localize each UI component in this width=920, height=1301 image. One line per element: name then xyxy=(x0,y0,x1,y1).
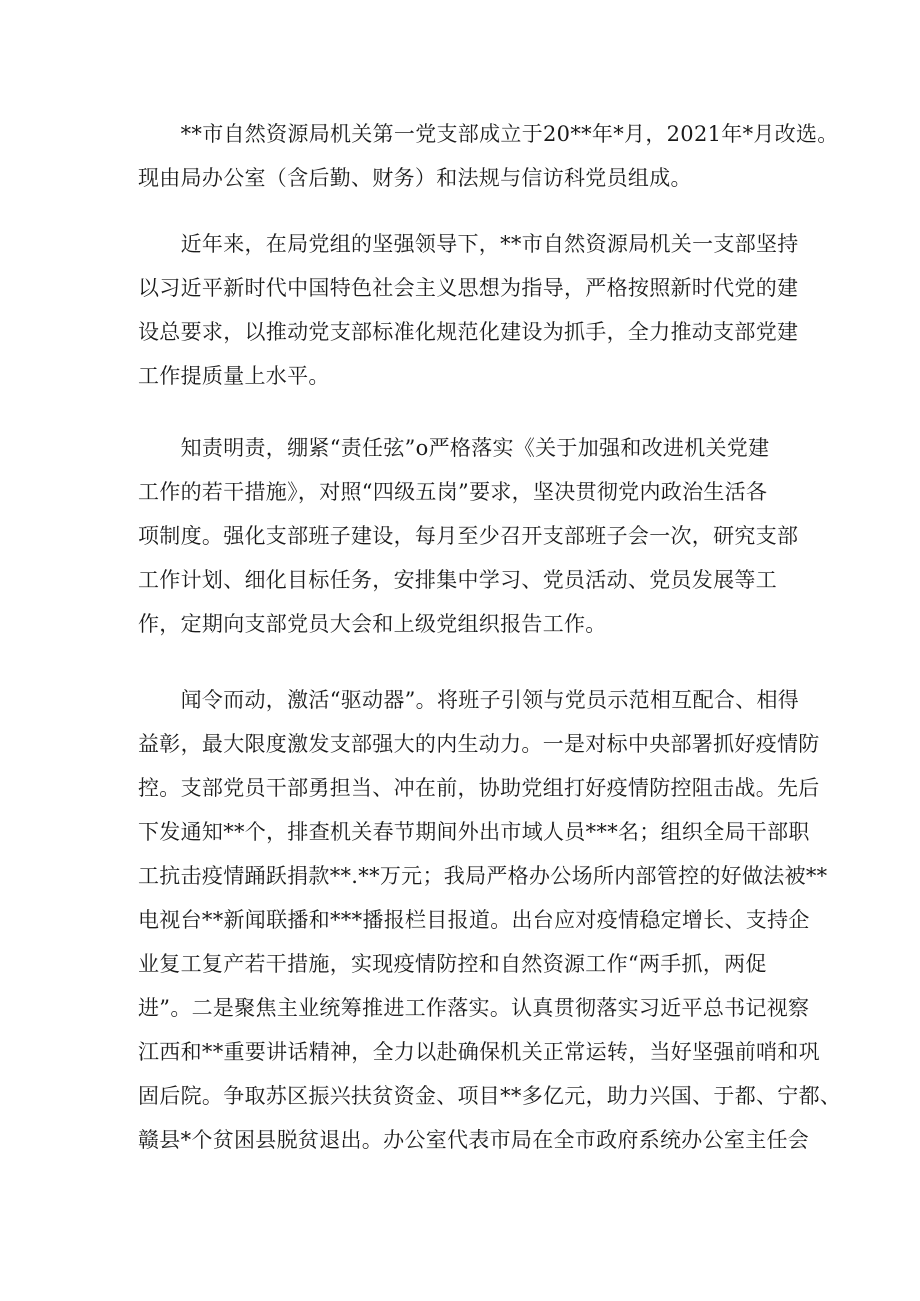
paragraph-3 xyxy=(138,426,798,646)
text-line: 赣县*个贫困县脱贫退出。办公室代表市局在全市政府系统办公室主任会 xyxy=(138,1128,810,1152)
paragraph-4 xyxy=(138,678,842,1162)
text-line: 现由局办公室（含后勤、财务）和法规与信访科党员组成。 xyxy=(138,166,692,190)
text-line: 电视台**新闻联播和***播报栏目报道。出台应对疫情稳定增长、支持企 xyxy=(138,908,810,932)
text-line: 作，定期向支部党员大会和上级党组织报告工作。 xyxy=(138,612,607,636)
text-line: 进”。二是聚焦主业统筹推进工作落实。认真贯彻落实习近平总书记视察 xyxy=(138,996,810,1020)
text-line: 知责明责，绷紧“责任弦”o严格落实《关于加强和改进机关党建 xyxy=(138,436,770,460)
text-line: 项制度。强化支部班子建设，每月至少召开支部班子会一次，研究支部 xyxy=(138,524,799,548)
text-line: 闻令而动，激活“驱动器”。将班子引领与党员示范相互配合、相得 xyxy=(138,688,800,712)
text-line: 控。支部党员干部勇担当、冲在前，协助党组打好疫情防控阻击战。先后 xyxy=(138,776,820,800)
text-line: 固后院。争取苏区振兴扶贫资金、项目**多亿元，助力兴国、于都、宁都、 xyxy=(138,1084,842,1108)
text-line: 业复工复产若干措施，实现疫情防控和自然资源工作“两手抓，两促 xyxy=(138,952,767,976)
text-line: 下发通知**个，排查机关春节期间外出市域人员***名；组织全局干部职 xyxy=(138,820,810,844)
text-line: 工作计划、细化目标任务，安排集中学习、党员活动、党员发展等工 xyxy=(138,568,777,592)
text-line: **市自然资源局机关第一党支部成立于20**年*月，2021年*月改选。 xyxy=(138,122,839,146)
text-line: 工抗击疫情踊跃捐款**.**万元；我局严格办公场所内部管控的好做法被** xyxy=(138,864,828,888)
text-line: 益彰，最大限度激发支部强大的内生动力。一是对标中央部署抓好疫情防 xyxy=(138,732,820,756)
text-line: 近年来，在局党组的坚强领导下，**市自然资源局机关一支部坚持 xyxy=(138,232,799,256)
paragraph-1 xyxy=(138,112,839,200)
text-line: 工作的若干措施》，对照“四级五岗”要求，坚决贯彻党内政治生活各 xyxy=(138,480,768,504)
text-line: 工作提质量上水平。 xyxy=(138,364,330,388)
text-line: 江西和**重要讲话精神，全力以赴确保机关正常运转，当好坚强前哨和巩 xyxy=(138,1040,820,1064)
text-line: 以习近平新时代中国特色社会主义思想为指导，严格按照新时代党的建 xyxy=(138,276,799,300)
paragraph-2 xyxy=(138,222,798,398)
text-line: 设总要求，以推动党支部标准化规范化建设为抓手，全力推动支部党建 xyxy=(138,320,799,344)
